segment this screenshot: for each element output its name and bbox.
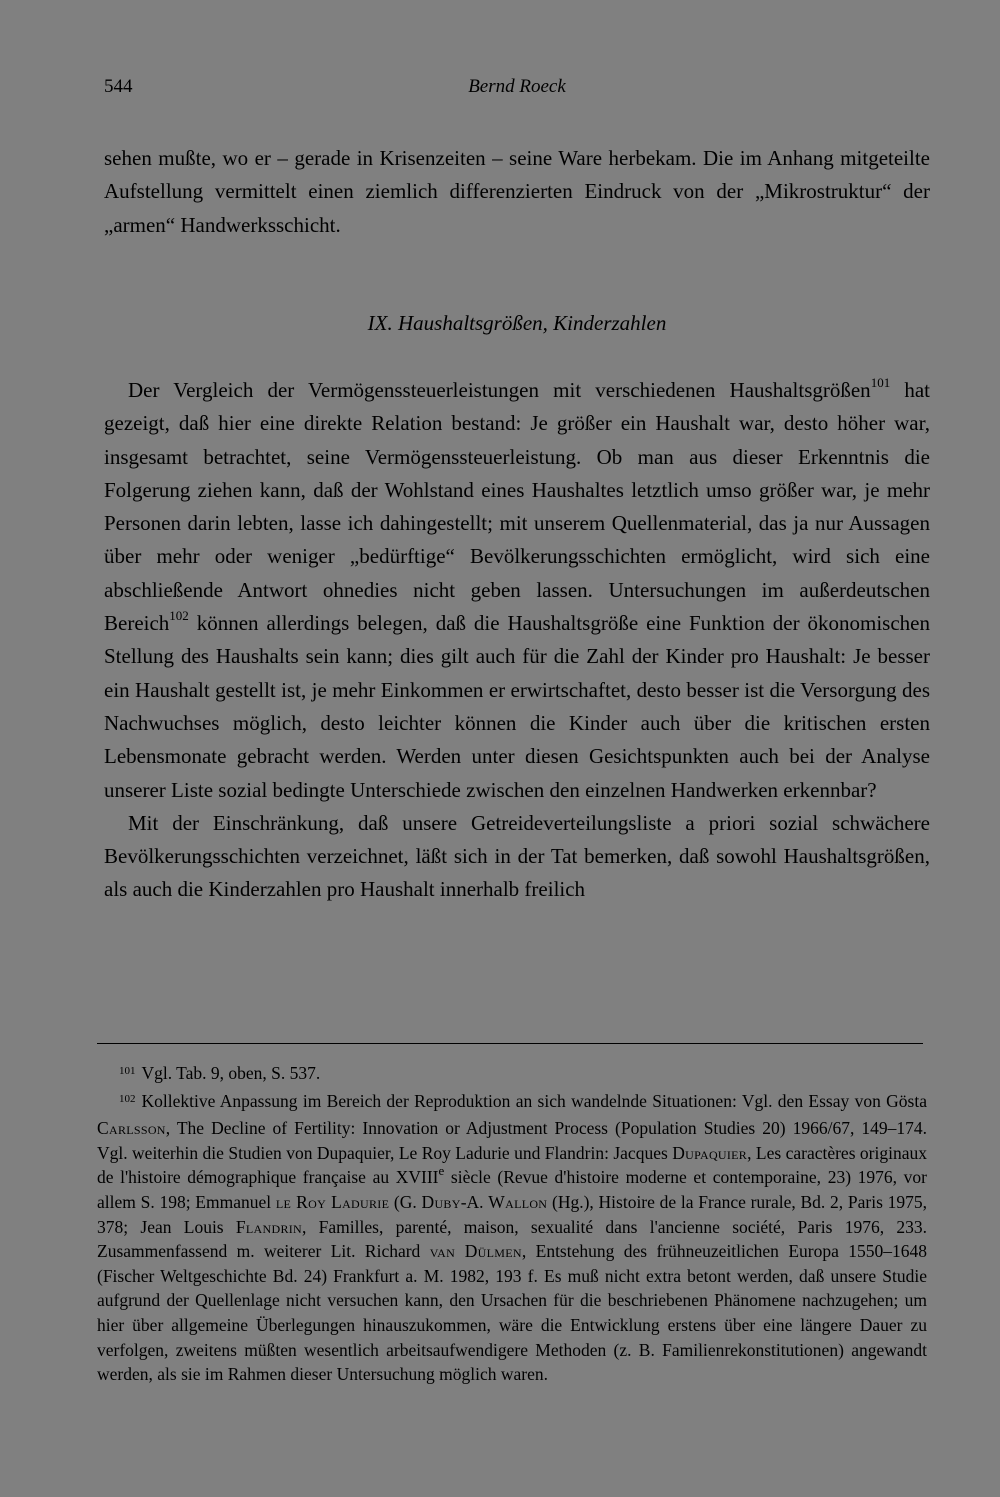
footnote-text: siècle (Revue d'histoire moderne et contemporaine, 23) 1976, vor allem S. 198; Emmanuel: [97, 1167, 927, 1212]
footnote-102: [97, 1089, 927, 1387]
footnote-text: , The Decline of Fertility: Innovation or Adjustment Process (Population Studies 20) 1966/67, 149–174. Vgl. weiterhin die Studien von Dupaquier, Le Roy Ladurie und Flandrin: Jacques: [97, 1118, 927, 1163]
author-name: le Roy Ladurie: [275, 1191, 390, 1212]
footnote-text: Vgl. Tab. 9, oben, S. 537.: [141, 1063, 321, 1083]
footnote-text: (Hg.), Histoire de la France rurale, Bd. 2, Paris 1975, 378; Jean Louis: [97, 1191, 928, 1237]
footnote-text: , Familles, parenté, maison, sexualité dans l'ancienne société, Paris 1976, 233. Zusammenfassend m. weiterer Lit. Richard: [97, 1216, 927, 1262]
paragraph-text: können allerdings belegen, daß die Haushaltsgröße eine Funktion der ökonomischen Stellung des Haushalts sein kann; dies gilt auch für die Zahl der Kinder pro Haushalt: Je besser ein Haushalt gestellt ist, je mehr Einkommen er erwirtschaftet, desto besser ist die Versorgung des Nachwuchses möglich, desto leichter können die Kinder auch über die kritischen ersten Lebensmonate gebracht werden. Werden unter diesen Gesichtspunkten auch bei der Analyse unserer Liste sozial bedingte Unterschiede zwischen den einzelnen Handwerken erkennbar?: [104, 611, 930, 802]
paragraph: [104, 374, 930, 807]
author-name: van Dülmen: [429, 1241, 522, 1262]
paragraph-text: Der Vergleich der Vermögenssteuerleistungen mit verschiedenen Haushaltsgrößen: [128, 378, 871, 402]
footnote-separator: [97, 1043, 923, 1044]
section-heading: IX. Haushaltsgrößen, Kinderzahlen: [367, 311, 667, 335]
author-name: Duby: [421, 1191, 461, 1212]
running-head-author: Bernd Roeck: [468, 76, 566, 97]
footnotes: [97, 1061, 927, 1387]
footnote-text: , Les caractères originaux de l'histoire démographique française au XVIII: [97, 1142, 927, 1188]
author-name: Wallon: [488, 1191, 548, 1212]
author-name: Flandrin: [235, 1216, 303, 1237]
page-number: 544: [104, 76, 133, 97]
superscript: e: [438, 1162, 445, 1178]
footnote-text: -A.: [460, 1191, 489, 1212]
footnote-text: (G.: [389, 1191, 422, 1212]
body-text-top: [104, 142, 930, 242]
footnote-marker: 101: [119, 1065, 136, 1077]
page-header: [104, 76, 930, 106]
footnote-marker: 102: [119, 1092, 136, 1105]
paragraph: Mit der Einschränkung, daß unsere Getreideverteilungsliste a priori sozial schwächere Bevölkerungsschichten verzeichnet, läßt sich in der Tat bemerken, daß sowohl Haushaltsgrößen, als auch die Kinderzahlen pro Haushalt innerhalb freilich: [104, 810, 930, 902]
footnote-reference[interactable]: 102: [169, 608, 189, 624]
author-name: Dupaquier: [672, 1142, 748, 1163]
body-text-main: [104, 374, 930, 907]
paragraph-text: hat gezeigt, daß hier eine direkte Relation bestand: Je größer ein Haushalt war, desto höher war, insgesamt betrachtet, seine Vermögenssteuerleistung. Ob man aus dieser Erkenntnis die Folgerung ziehen kann, daß der Wohlstand eines Haushaltes letztlich umso größer war, je mehr Personen darin lebten, lasse ich dahingestellt; mit unserem Quellenmaterial, das ja nur Aussagen über mehr oder weniger „bedürftige“ Bevölkerungsschichten ermöglicht, wird sich eine abschließende Antwort ohnedies nicht geben lassen. Untersuchungen im außerdeutschen Bereich: [104, 378, 930, 636]
footnote-text: , Entstehung des frühneuzeitlichen Europa 1550–1648 (Fischer Weltgeschichte Bd. 24) Frankfurt a. M. 1982, 193 f. Es muß nicht extra betont werden, daß unsere Studie aufgrund der Quellenlage nicht versuchen kann, den Ursachen für die beschriebenen Phänomene nachzugehen; um hier über allgemeine Überlegungen hinauszukommen, wäre die Entwicklung erstens über eine längere Dauer zu verfolgen, zweitens müßten wesentlich arbeitsaufwendigere Methoden (z. B. Familienrekonstitutionen) angewandt werden, als sie im Rahmen dieser Untersuchung möglich waren.: [97, 1241, 927, 1385]
footnote-text: Kollektive Anpassung im Bereich der Reproduktion an sich wandelnde Situationen: Vgl. den Essay von Gösta: [141, 1090, 927, 1111]
footnote-reference[interactable]: 101: [870, 375, 891, 390]
author-name: Carlsson: [97, 1118, 166, 1139]
paragraph-continuation: sehen mußte, wo er – gerade in Krisenzeiten – seine Ware herbekam. Die im Anhang mitgeteilte Aufstellung vermittelt einen ziemlich differenzierten Eindruck von der „Mikrostruktur“ der „armen“ Handwerksschicht.: [104, 146, 930, 237]
footnote-101: [97, 1061, 927, 1089]
